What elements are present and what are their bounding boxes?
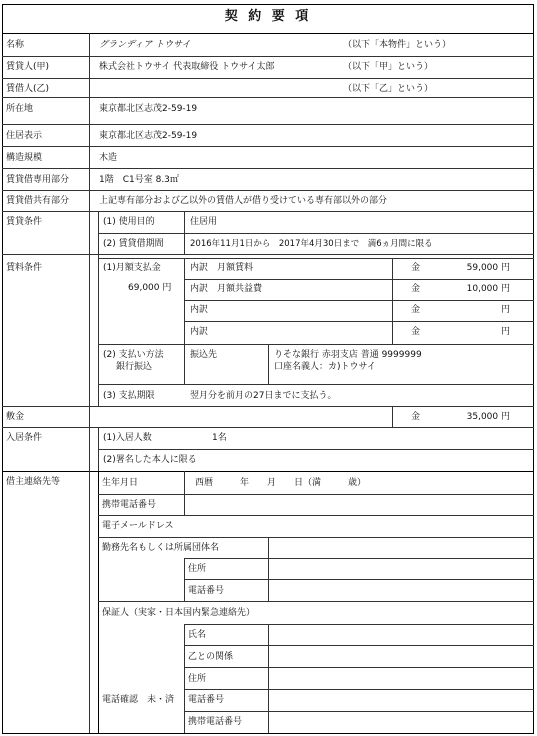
rent-item-amount: 円: [500, 327, 510, 337]
rule: [2, 33, 534, 34]
lessor-label: 賃貸人(甲): [6, 62, 50, 72]
guarantor-name-label: 氏名: [188, 630, 207, 640]
rule: [98, 601, 534, 602]
birth-value: 西暦 年 月 日（満 歳）: [195, 478, 367, 488]
rule: [98, 344, 534, 345]
deposit-label: 敷金: [6, 412, 25, 422]
rule: [184, 300, 534, 301]
rule: [98, 233, 534, 234]
rule: [184, 624, 534, 625]
rule: [184, 624, 185, 733]
rent-item-label: 内訳: [190, 305, 209, 315]
rent-item-prefix: 金: [411, 263, 421, 273]
rule: [2, 124, 534, 125]
frame-bottom: [2, 733, 534, 734]
rule: [184, 667, 534, 668]
location-value: 東京都北区志茂2-59-19: [99, 104, 198, 114]
period-label: (2) 賃貸借期間: [103, 239, 164, 249]
transfer-label: 振込先: [190, 350, 218, 360]
occupant-count-label: (1)入居人数: [103, 433, 152, 443]
deadline-value: 翌月分を前月の27日までに支払う。: [190, 391, 337, 401]
rule: [184, 258, 185, 344]
mobile-label: 携帯電話番号: [102, 500, 157, 510]
monthly-label: (1)月額支払金: [103, 263, 161, 273]
email-label: 電子メールドレス: [102, 521, 174, 531]
deadline-label: (3) 支払期限: [103, 391, 155, 401]
rule: [2, 146, 534, 147]
frame-left: [2, 4, 3, 734]
rule: [184, 211, 185, 255]
bank-value: りそな銀行 赤羽支店 普通 9999999: [274, 350, 422, 360]
birth-label: 生年月日: [102, 478, 139, 488]
rule: [268, 344, 269, 384]
rule: [184, 558, 534, 559]
payment-method-label: (2) 支払い方法: [103, 350, 164, 360]
rule: [392, 406, 393, 427]
rent-item-label: 内訳: [190, 327, 209, 337]
period-value: 2016年11月1日から 2017年4月30日まで 満6ヵ月間に限る: [190, 239, 433, 249]
rule: [184, 689, 534, 690]
guarantor-mobile-label: 携帯電話番号: [188, 717, 243, 727]
deposit-amount: 35,000 円: [466, 412, 510, 422]
occupancy-label: 入居条件: [6, 433, 43, 443]
rent-item-label: 内訳 月額共益費: [190, 284, 263, 294]
guarantor-label: 保証人（実家・日本国内緊急連絡先）: [102, 608, 256, 618]
rent-item-prefix: 金: [411, 327, 421, 337]
rent-item-prefix: 金: [411, 305, 421, 315]
lessor-value: 株式会社トウサイ 代表取締役 トウサイ太郎: [99, 62, 275, 72]
address-value: 東京都北区志茂2-59-19: [99, 131, 198, 141]
rent-item-amount: 円: [500, 305, 510, 315]
rule: [98, 211, 99, 406]
rule: [392, 258, 393, 344]
rule: [98, 515, 534, 516]
work-label: 勤務先名もしくは所属団体名: [102, 543, 220, 553]
rule: [184, 711, 534, 712]
rent-label: 賃料条件: [6, 263, 43, 273]
name-note: （以下「本物件」という）: [343, 40, 452, 50]
work-address-label: 住所: [188, 564, 207, 574]
rule: [89, 33, 90, 733]
rule: [2, 97, 534, 98]
occupant-count-value: 1名: [212, 433, 227, 443]
rule: [2, 168, 534, 169]
rent-item-amount: 10,000 円: [466, 284, 510, 294]
rule: [2, 190, 534, 191]
rule: [98, 384, 534, 385]
lessee-note: （以下「乙」という）: [343, 84, 434, 94]
rent-item-prefix: 金: [411, 284, 421, 294]
payment-method-label: 銀行振込: [116, 362, 153, 372]
frame-top: [2, 4, 534, 5]
common-value: 上記専有部分および乙以外の賃借人が借り受けている専有部以外の部分: [99, 196, 388, 206]
guarantor-relation-label: 乙との関係: [188, 652, 234, 662]
address-label: 住居表示: [6, 131, 43, 141]
rule: [2, 78, 534, 79]
rule: [98, 471, 99, 733]
page-title: 契 約 要 項: [224, 9, 312, 24]
rule: [184, 321, 534, 322]
account-name: 口座名義人：カ)トウサイ: [274, 362, 376, 372]
exclusive-value: 1階 C1号室 8.3㎡: [99, 175, 179, 185]
purpose-label: (1) 使用目的: [103, 217, 155, 227]
common-label: 賃貸借共有部分: [6, 196, 70, 206]
rent-item-label: 内訳 月額賃料: [190, 263, 254, 273]
lessee-label: 賃借人(乙): [6, 84, 50, 94]
rule: [2, 211, 534, 212]
structure-value: 木造: [99, 153, 118, 163]
rule: [98, 449, 534, 450]
rule: [98, 494, 534, 495]
deposit-prefix: 金: [411, 412, 421, 422]
conditions-label: 賃貸条件: [6, 217, 43, 227]
rule: [184, 558, 185, 601]
guarantor-address-label: 住所: [188, 674, 207, 684]
lessor-note: （以下「甲」という）: [343, 62, 434, 72]
rule: [184, 471, 185, 515]
name-label: 名称: [6, 40, 25, 50]
rule: [98, 537, 534, 538]
rule: [2, 406, 534, 407]
location-label: 所在地: [6, 104, 34, 114]
rule: [268, 537, 269, 601]
name-value: グランディア トウサイ: [99, 40, 191, 50]
exclusive-label: 賃貸借専用部分: [6, 175, 70, 185]
rule: [98, 258, 534, 259]
work-phone-label: 電話番号: [188, 586, 225, 596]
rule: [2, 427, 534, 428]
purpose-value: 住居用: [190, 217, 218, 227]
occupancy-signed: (2)署名した本人に限る: [103, 455, 197, 465]
rule: [184, 344, 185, 384]
rule: [2, 56, 534, 57]
rule: [2, 254, 534, 255]
rule: [268, 624, 269, 733]
rule: [2, 471, 534, 472]
monthly-total: 69,000 円: [128, 283, 172, 293]
rule: [184, 645, 534, 646]
guarantor-phone-label: 電話番号: [188, 695, 225, 705]
rent-item-amount: 59,000 円: [466, 263, 510, 273]
phone-confirm-status: 電話確認 未・済: [102, 695, 175, 705]
contact-label: 借主連絡先等: [6, 477, 61, 487]
rule: [184, 279, 534, 280]
structure-label: 構造規模: [6, 153, 43, 163]
rule: [184, 579, 534, 580]
